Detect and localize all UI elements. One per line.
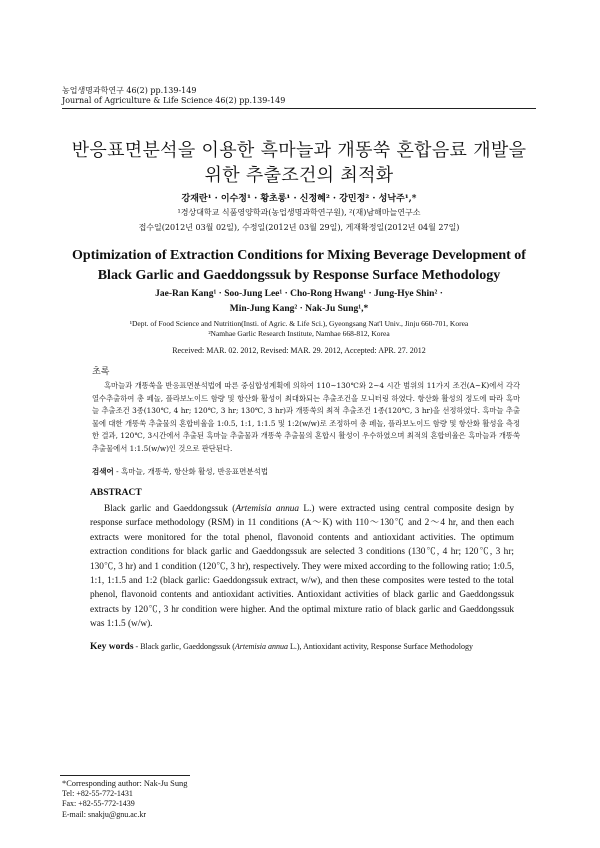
english-keywords-species: Artemisia annua (234, 642, 288, 651)
english-authors-line-2: Min-Jung Kang² · Nak-Ju Sung¹,* (229, 304, 369, 314)
footnote-fax: Fax: +82-55-772-1439 (62, 799, 135, 809)
abstract-text-2: L.) were extracted using central composite design by response surface methodology (RSM) in 11 conditions (A～K) with 110～130℃ and 2～4 hr, and then each extracts were monitored for the total phenol, flavonoid contents and antioxidant activities. The optimum extraction conditions for black garlic and Gaeddongssuk are selected 3 conditions (130℃, 4 hr; 120℃, 3 hr; 130℃, 3 hr) and 1 condition (120℃, 3 hr), respectively. They were mixed according to the following ratio; 1:0.5, 1:1, 1:1.5 and 1:2 (black garlic: Gaeddongssuk extract, w/w), and then these composites were tested to the total phenol, flavonoid contents and antioxidant activities. Antioxidant activities of black garlic and Gaeddongssuk extracts by 120℃, 3 hr condition were higher. And the optimal mixture ratio of black garlic and Gaeddongssuk was 1:1.5 (w/w). (90, 504, 515, 630)
korean-keywords-list: - 흑마늘, 개똥쑥, 항산화 활성, 반응표면분석법 (116, 467, 269, 476)
english-title-line-2: Black Garlic and Gaeddongssuk by Response Surface Methodology (97, 268, 501, 283)
abstract-heading: ABSTRACT (90, 488, 142, 498)
corresponding-author: *Corresponding author: Nak-Ju Sung (62, 779, 188, 788)
english-affiliation-line-2: ²Namhae Garlic Research Institute, Namhae 668-812, Korea (208, 329, 390, 338)
english-keywords-text-2: L.), Antioxidant activity, Response Surface Methodology (287, 642, 473, 651)
korean-affiliation: ¹경상대학교 식품영양학과(농업생명과학연구원), ²(재)남해마늘연구소 (177, 208, 421, 217)
footnote-rule (60, 775, 190, 776)
english-keywords-text-1: - Black garlic, Gaeddongssuk ( (133, 642, 235, 651)
english-keywords-label: Key words (90, 642, 134, 652)
english-authors-line-1: Jae-Ran Kang¹ · Soo-Jung Lee¹ · Cho-Rong Hwang¹ · Jung-Hye Shin² · (155, 289, 443, 299)
journal-header-english: Journal of Agriculture & Life Science 46(2) pp.139-149 (62, 96, 286, 105)
english-affiliation-line-1: ¹Dept. of Food Science and Nutrition(Insti. of Agric. & Life Sci.), Gyeongsang Nat'l Univ., Jinju 660-701, Korea (129, 319, 469, 328)
footnote (62, 779, 187, 820)
korean-abstract-heading: 초록 (92, 367, 110, 377)
footnote-tel: Tel: +82-55-772-1431 (62, 789, 133, 799)
english-title-line-1: Optimization of Extraction Conditions for Mixing Beverage Development of (72, 248, 526, 263)
korean-keywords (92, 466, 268, 477)
korean-abstract-body: 흑마늘과 개똥쑥을 반응표면분석법에 따른 중심합성계획에 의하여 110~130℃와 2~4 시간 범위의 11가지 조건(A~K)에서 각각 열수추출하여 총 페놀, 플라보노이드 함량 및 항산화 활성이 최대화되는 추출조건을 모니터링 하였다. 항산화 활성의 정도에 따라 흑마늘 추출조건 3종(130℃, 4 hr; 120℃, 3 hr; 130℃, 3 hr)과 개똥쑥의 최적 추출조건 1종(120℃, 3 hr)을 선정하였다. 흑마늘 추출물에 대한 개똥쑥 추출물의 혼합비율을 1:0.5, 1:1, 1:1.5 및 1:2(w/w)로 조정하여 총 페놀, 플라보노이드 함량 및 항산화 활성을 측정한 결과, 120℃, 3시간에서 추출된 흑마늘 추출물과 개똥쑥 추출물의 혼합시 활성이 우수하였으며 최적의 혼합비율은 흑마늘과 개똥쑥 추출물에서 1:1.5(w/w)인 것으로 판단된다. (92, 381, 520, 453)
korean-title-line-1: 반응표면분석을 이용한 흑마늘과 개똥쑥 혼합음료 개발을 (71, 140, 527, 161)
abstract-species: Artemisia annua (235, 504, 300, 514)
english-keywords (90, 642, 520, 652)
header-rule (62, 108, 536, 109)
footnote-email: E-mail: snakju@gnu.ac.kr (62, 809, 147, 819)
korean-dates: 접수일(2012년 03월 02일), 수정일(2012년 03월 29일), 게재확정일(2012년 04월 27일) (138, 223, 460, 232)
abstract-text-1: Black garlic and Gaeddongssuk ( (104, 504, 236, 514)
abstract-body (90, 502, 514, 632)
journal-header-korean: 농업생명과학연구 46(2) pp.139-149 (62, 86, 197, 95)
korean-title-line-2: 위한 추출조건의 최적화 (204, 165, 394, 186)
korean-keywords-label: 검색어 (92, 467, 114, 476)
english-dates: Received: MAR. 02. 2012, Revised: MAR. 29. 2012, Accepted: APR. 27. 2012 (172, 346, 426, 355)
korean-authors: 강재란¹ · 이수정¹ · 황초롱¹ · 신정혜² · 강민정² · 성낙주¹,* (181, 194, 417, 204)
